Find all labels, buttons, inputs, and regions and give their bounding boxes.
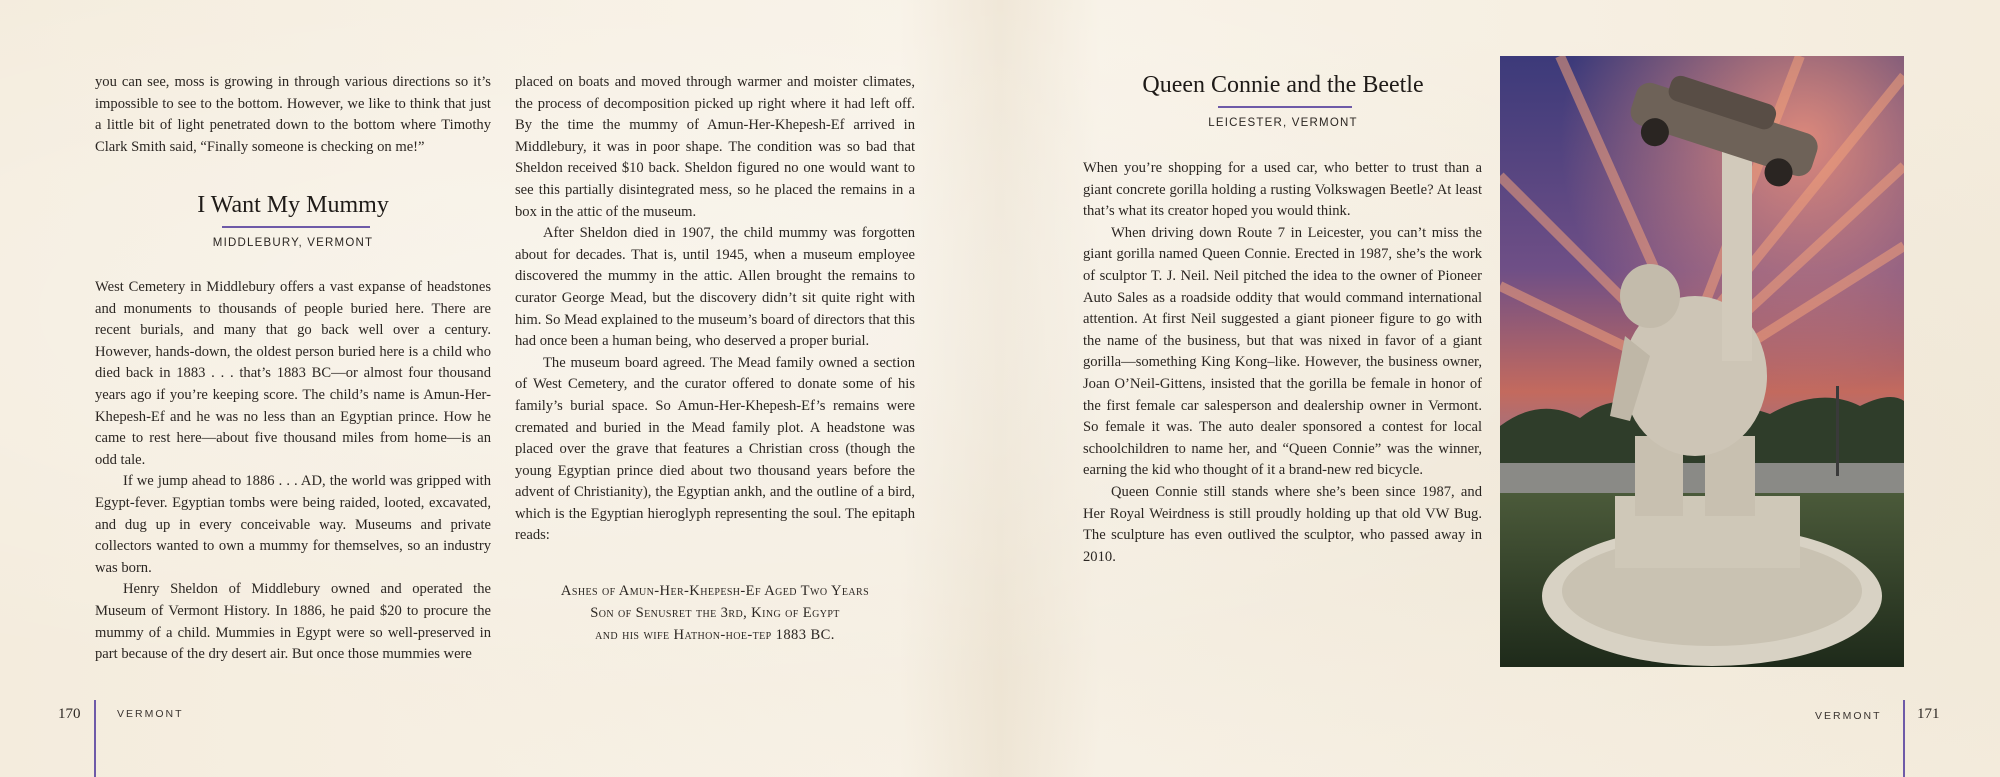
body-paragraph: Henry Sheldon of Middlebury owned and operated the Museum of Vermont History. In 1886, he paid $20 to procure the mummy of a child. Mummies in Egypt were so well-preserved in part because of the dry desert air. But once those mummies were (95, 581, 491, 663)
body-paragraph: After Sheldon died in 1907, the child mummy was forgotten about for decades. That is, until 1945, when a museum employee discovered the mummy in the attic. Allen brought the remains to curator George Mead, but the discovery didn’t sit quite right with him. So Mead explained to the museum’s board of directors that this had once been a human being, who deserved a proper burial. (515, 225, 915, 350)
article-heading-queen-connie: Queen Connie and the Beetle (1142, 72, 1424, 98)
epitaph (515, 580, 915, 646)
body-paragraph: West Cemetery in Middlebury offers a vast expanse of headstones and monuments to thousands of people buried here. There are recent burials, and many that go back well over a century. However, hands-down, the oldest person buried here is a child who died back in 1883 . . . that’s 1883 BC—or almost four thousand years ago if you’re keeping score. The child’s name is Amun-Her-Khepesh-Ef and he was no less than an Egyptian prince. How he came to rest here—about five thousand miles from home—is an odd tale. (95, 279, 491, 468)
right-column (1083, 158, 1482, 568)
running-head-left: VERMONT (117, 708, 184, 720)
footer-rule-right (1903, 700, 1905, 777)
body-paragraph: The museum board agreed. The Mead family owned a section of West Cemetery, and the curator offered to donate some of his family’s burial space. So Amun-Her-Khepesh-Ef’s remains were cremated and buried in the Mead family plot. A headstone was placed over the grave that features a Christian cross (though the young Egyptian prince died about two thousand years before the advent of Christianity), the Egyptian ankh, and the outline of a bird, which is the Egyptian hieroglyph representing the soul. The epitaph reads: (515, 354, 915, 544)
article-heading-mummy: I Want My Mummy (197, 192, 389, 218)
photo-illustration (1500, 56, 1904, 667)
footer-rule-left (94, 700, 96, 777)
gorilla-statue-photo (1500, 56, 1904, 667)
running-head-right: VERMONT (1815, 710, 1882, 722)
article-location-leicester: LEICESTER, VERMONT (1208, 117, 1358, 129)
left-column-1 (95, 72, 491, 158)
page-number-left: 170 (58, 706, 81, 722)
page-number-right: 171 (1917, 706, 1940, 722)
epitaph-line: Ashes of Amun-Her-Khepesh-Ef Aged Two Years (560, 583, 870, 599)
body-paragraph: When you’re shopping for a used car, who better to trust than a giant concrete gorilla holding a rusting Volkswagen Beetle? At least that’s what its creator hoped you would think. (1083, 160, 1482, 220)
heading-rule (222, 226, 370, 228)
continuation-paragraph: you can see, moss is growing in through various directions so it’s impossible to see to the bottom. However, we like to think that just a little bit of light penetrated down to the bottom where Timothy Clark Smith said, “Finally someone is checking on me!” (95, 74, 491, 155)
article-location-middlebury: MIDDLEBURY, VERMONT (212, 237, 374, 249)
epitaph-line: Son of Senusret the 3rd, King of Egypt (590, 605, 840, 621)
epitaph-line: and his wife Hathon-hoe-tep 1883 BC. (595, 627, 835, 643)
body-paragraph: Queen Connie still stands where she’s been since 1987, and Her Royal Weirdness is still proudly holding up that old VW Bug. The sculpture has even outlived the sculptor, who passed away in 2010. (1083, 483, 1482, 565)
heading-rule (1218, 106, 1352, 108)
body-paragraph: placed on boats and moved through warmer and moister climates, the process of decomposition picked up right where it had left off. By the time the mummy of Amun-Her-Khepesh-Ef arrived in Middlebury, it was in poor shape. The condition was so bad that Sheldon received $10 back. Sheldon figured no one would want to see this partially disintegrated mess, so he placed the remains in a box in the attic of the museum. (515, 74, 915, 220)
body-paragraph: When driving down Route 7 in Leicester, you can’t miss the giant gorilla named Queen Connie. Erected in 1987, she’s the work of sculptor T. J. Neil. Neil pitched the idea to the owner of Pioneer Auto Sales as a roadside oddity that would command international attention. At first Neil suggested a giant pioneer figure to go with the name of the business, but that was nixed in favor of a giant gorilla—something King Kong–like. However, the business owner, Joan O’Neil-Gittens, insisted that the gorilla be female in honor of the first female car salesperson and dealership owner in Vermont. So female it was. The auto dealer sponsored a contest for local schoolchildren to name her, and “Queen Connie” was the winner, earning the kid who thought of it a brand-new red bicycle. (1083, 224, 1482, 479)
left-column-1-body (95, 277, 491, 666)
body-paragraph: If we jump ahead to 1886 . . . AD, the world was gripped with Egypt-fever. Egyptian tombs were being raided, looted, excavated, and dug up in every conceivable way. Museums and private collectors wanted to own a mummy for themselves, so an industry was born. (95, 473, 491, 576)
left-column-2 (515, 72, 915, 547)
